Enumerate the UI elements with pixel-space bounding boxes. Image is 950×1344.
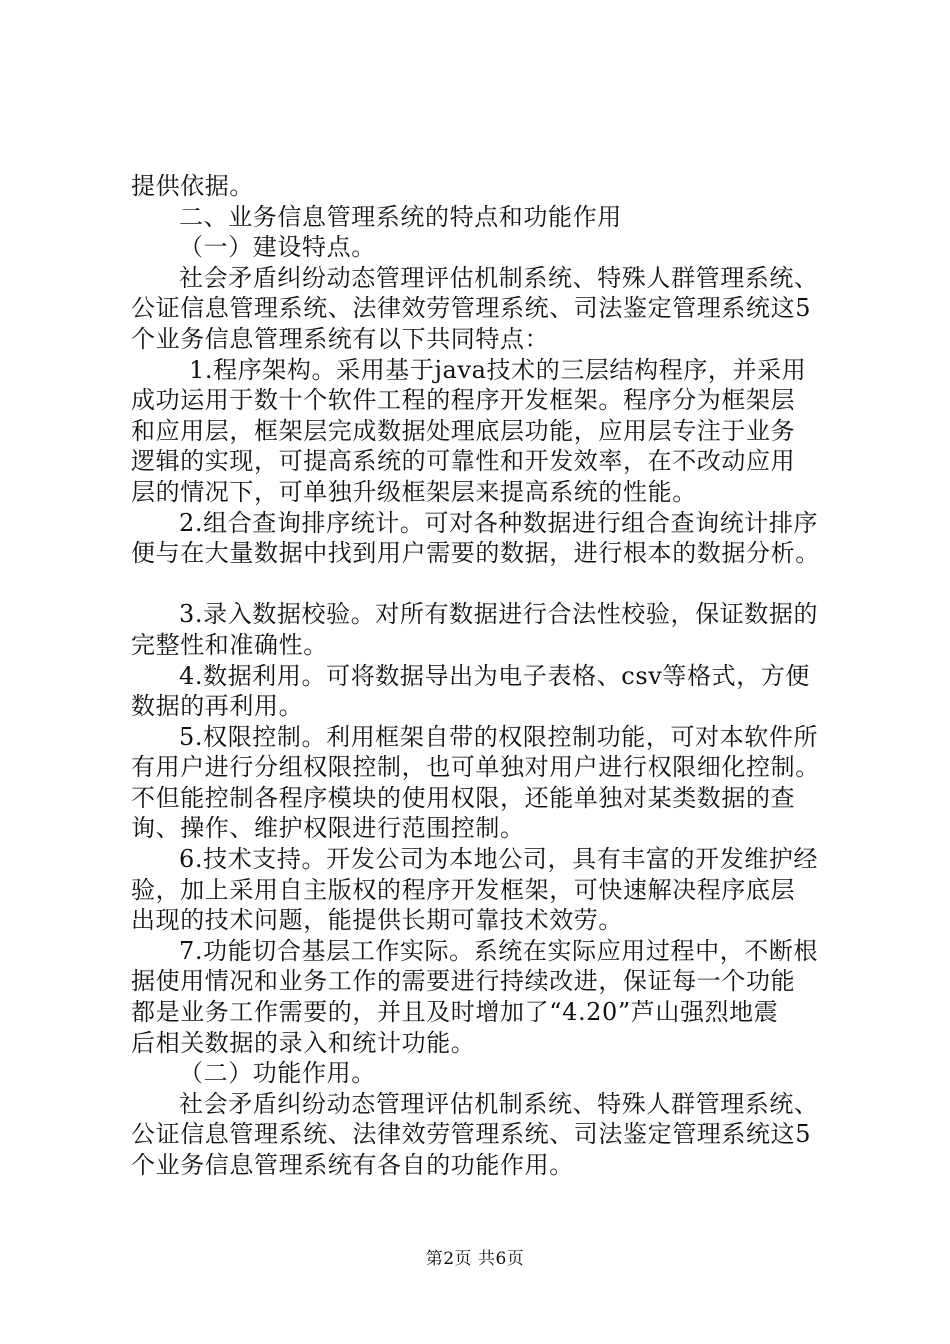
list-item-line: 数据的再利用。 — [131, 692, 304, 721]
list-item-line: 和应用层，框架层完成数据处理底层功能，应用层专注于业务 — [131, 416, 796, 445]
list-item-line: 完整性和准确性。 — [131, 630, 328, 659]
list-item-line: 据使用情况和业务工作的需要进行持续改进，保证每一个功能 — [131, 967, 796, 996]
list-item-line: 1.程序架构。采用基于java技术的三层结构程序，并采用 — [189, 355, 807, 384]
list-item-line: 不但能控制各程序模块的使用权限，还能单独对某类数据的查 — [131, 783, 796, 812]
list-item-line: 成功运用于数十个软件工程的程序开发框架。程序分为框架层 — [131, 386, 796, 415]
list-item-line: 有用户进行分组权限控制，也可单独对用户进行权限细化控制。 — [131, 753, 820, 782]
list-item-line: 5.权限控制。利用框架自带的权限控制功能，可对本软件所 — [179, 722, 819, 751]
list-item-line: 逻辑的实现，可提高系统的可靠性和开发效率，在不改动应用 — [131, 447, 796, 476]
paragraph-line: 社会矛盾纠纷动态管理评估机制系统、特殊人群管理系统、 — [179, 1089, 819, 1118]
document-body — [131, 171, 831, 1181]
subsection-heading: （二）功能作用。 — [179, 1059, 376, 1088]
paragraph-gap — [131, 569, 831, 600]
section-heading: 二、业务信息管理系统的特点和功能作用 — [179, 202, 622, 231]
list-item-line: 2.组合查询排序统计。可对各种数据进行组合查询统计排序 — [179, 508, 819, 537]
list-item-line: 层的情况下，可单独升级框架层来提高系统的性能。 — [131, 477, 697, 506]
paragraph-line: 公证信息管理系统、法律效劳管理系统、司法鉴定管理系统这5 — [131, 294, 812, 323]
list-item-line: 询、操作、维护权限进行范围控制。 — [131, 814, 525, 843]
list-item-line: 验，加上采用自主版权的程序开发框架，可快速解决程序底层 — [131, 875, 796, 904]
paragraph-line: 个业务信息管理系统有各自的功能作用。 — [131, 1151, 574, 1179]
paragraph-line: 社会矛盾纠纷动态管理评估机制系统、特殊人群管理系统、 — [179, 263, 819, 292]
paragraph-line: 个业务信息管理系统有以下共同特点： — [131, 324, 550, 353]
page-number-footer: 第2页 共6页 — [425, 1249, 525, 1269]
list-item-line: 7.功能切合基层工作实际。系统在实际应用过程中，不断根 — [179, 936, 819, 965]
list-item-line: 都是业务工作需要的，并且及时增加了“4.20”芦山强烈地震 — [131, 998, 779, 1027]
text-line: 提供依据。 — [131, 172, 254, 200]
list-item-line: 后相关数据的录入和统计功能。 — [131, 1028, 476, 1057]
list-item-line: 3.录入数据校验。对所有数据进行合法性校验，保证数据的 — [179, 600, 819, 629]
paragraph-line: 公证信息管理系统、法律效劳管理系统、司法鉴定管理系统这5 — [131, 1120, 812, 1149]
list-item-line: 4.数据利用。可将数据导出为电子表格、csv等格式，方便 — [179, 661, 811, 690]
list-item-line: 便与在大量数据中找到用户需要的数据，进行根本的数据分析。 — [131, 539, 820, 568]
list-item-line: 出现的技术问题，能提供长期可靠技术效劳。 — [131, 906, 623, 935]
list-item-line: 6.技术支持。开发公司为本地公司，具有丰富的开发维护经 — [179, 845, 819, 874]
subsection-heading: （一）建设特点。 — [179, 233, 376, 262]
